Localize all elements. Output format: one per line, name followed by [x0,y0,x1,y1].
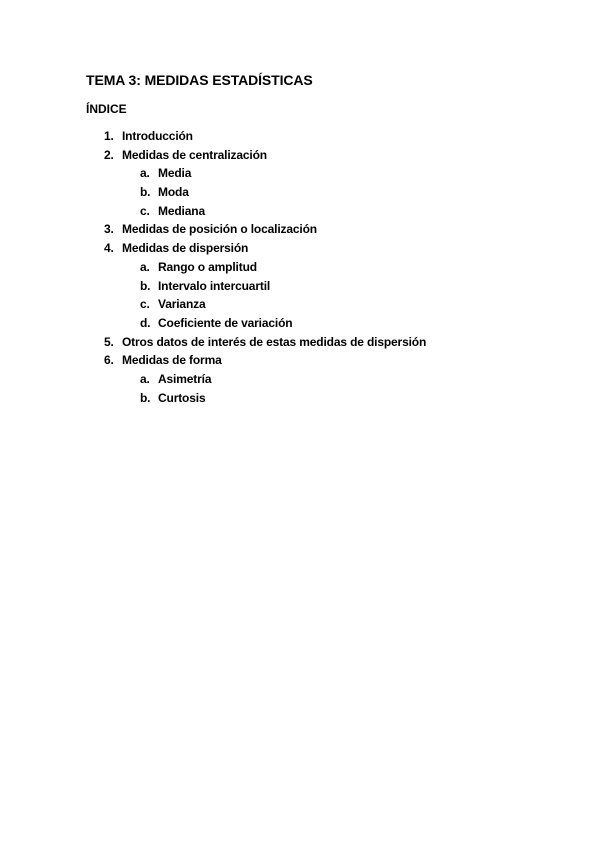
toc-subitem-letter: d. [140,315,151,330]
toc-subitem [0,277,599,296]
toc-item-number: 2. [104,147,114,162]
toc-item-number: 1. [104,129,114,143]
toc-item-label: Otros datos de interés de estas medidas de dispersión [122,334,427,349]
toc-subitem-letter: a. [140,259,150,274]
toc-item-number: 6. [104,353,114,368]
toc-subitem-label: Media [158,166,192,181]
toc-item-label: Medidas de dispersión [122,241,249,256]
index-heading: ÍNDICE [86,102,127,116]
toc-item-number: 3. [104,222,114,237]
toc-item [0,351,599,370]
table-of-contents [0,127,599,407]
toc-subitem-label: Asimetría [158,371,212,386]
toc-subitem [0,295,599,314]
toc-subitem-label: Curtosis [158,390,206,405]
toc-subitem [0,370,599,389]
toc-item [0,220,599,239]
toc-subitem-letter: b. [140,185,151,200]
toc-item-number: 4. [104,241,114,256]
toc-subitem-letter: b. [140,390,151,405]
toc-item [0,127,599,146]
toc-subitem [0,389,599,408]
toc-subitem [0,258,599,277]
toc-item [0,333,599,352]
toc-item [0,146,599,165]
toc-subitem-label: Mediana [158,203,205,218]
toc-subitem-label: Varianza [158,297,206,312]
toc-subitem-letter: c. [140,203,150,218]
toc-subitem-label: Moda [158,185,189,200]
toc-subitem [0,183,599,202]
toc-subitem-letter: a. [140,371,150,386]
toc-item-number: 5. [104,334,114,349]
toc-subitem-letter: c. [140,297,150,312]
page-title: TEMA 3: MEDIDAS ESTADÍSTICAS [86,72,313,88]
toc-subitem-letter: a. [140,166,150,181]
toc-subitem-label: Rango o amplitud [158,259,257,274]
toc-item-label: Medidas de posición o localización [122,222,317,237]
toc-item-label: Medidas de centralización [122,147,267,162]
toc-item-label: Medidas de forma [122,353,222,368]
toc-subitem-letter: b. [140,278,151,293]
toc-subitem [0,314,599,333]
toc-subitem [0,164,599,183]
toc-subitem-label: Coeficiente de variación [158,315,293,330]
toc-item-label: Introducción [122,129,193,143]
toc-subitem-label: Intervalo intercuartil [158,278,271,293]
toc-subitem [0,202,599,221]
toc-item [0,239,599,258]
